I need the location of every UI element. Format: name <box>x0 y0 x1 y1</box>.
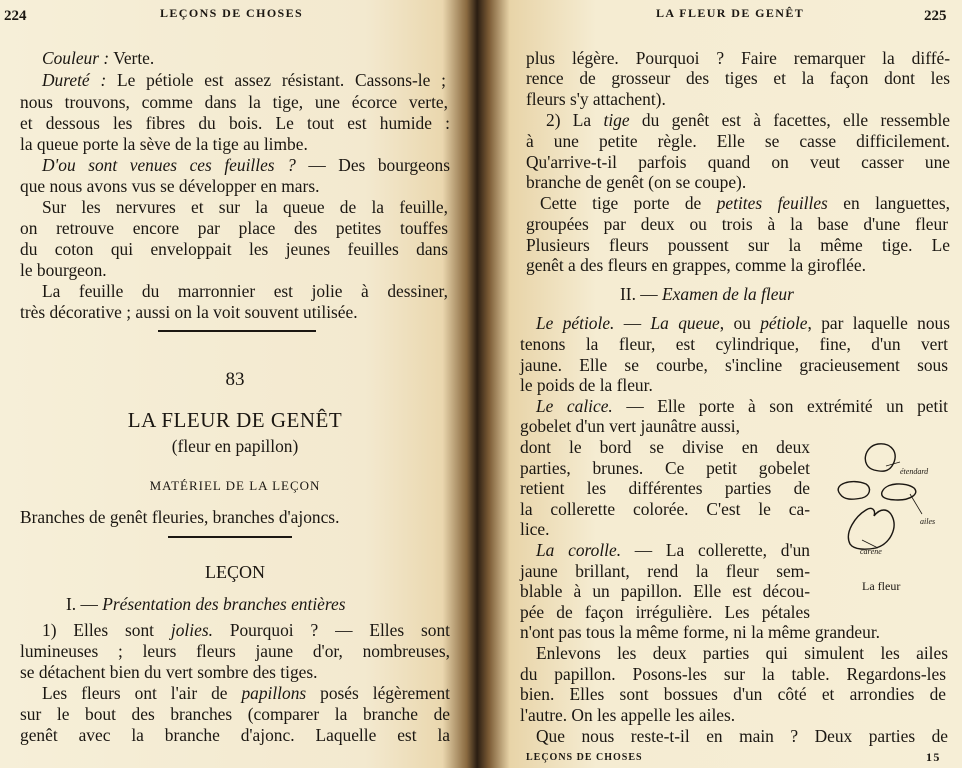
paragraph-line: Qu'arrive-t-il parfois quand on veut casser une <box>526 152 950 172</box>
inline-text: Cette tige porte de <box>540 193 717 213</box>
page-number-right: 225 <box>924 8 947 24</box>
paragraph-line: plus légère. Pourquoi ? Faire remarquer la diffé- <box>526 48 950 68</box>
figure-caption: La fleur <box>862 579 901 593</box>
paragraph-line <box>42 155 450 175</box>
etendard-petal <box>865 444 895 471</box>
paragraph-line: blable à un papillon. Elle est décou- <box>520 581 810 601</box>
inline-italic: pétiole <box>760 313 808 333</box>
paragraph-line: du coton qui enveloppait les jeunes feuilles dans <box>20 239 448 259</box>
section-title: Examen de la fleur <box>662 284 794 304</box>
section-heading <box>66 594 346 614</box>
inline-text: Les fleurs ont l'air de <box>42 683 242 703</box>
paragraph-line: on retrouve encore par place des petites touffes <box>20 218 448 238</box>
lesson-title: LA FLEUR DE GENÊT <box>127 408 343 432</box>
inline-italic: Le calice. <box>536 396 613 416</box>
running-head-right: LA FLEUR DE GENÊT <box>656 6 805 20</box>
inline-italic: papillons <box>241 683 307 703</box>
paragraph-line <box>42 70 446 90</box>
paragraph-line: jaune. Elle se courbe, s'incline gracieusement sous <box>520 355 948 375</box>
paragraph-line: gobelet d'un vert jaunâtre aussi, <box>520 416 740 436</box>
left-wing-petal <box>838 482 869 500</box>
paragraph-line: se détachent bien du vert sombre des tiges. <box>20 662 318 682</box>
lecon-heading: LEÇON <box>205 562 265 582</box>
paragraph-line <box>42 48 154 68</box>
paragraph-line: branche de genêt (on se coupe). <box>526 172 747 192</box>
paragraph-line: la collerette colorée. C'est le ca- <box>520 499 810 519</box>
paragraph-line: Plusieurs fleurs poussent sur la même tige. Le <box>526 235 950 255</box>
inline-italic: La corolle. <box>536 540 622 560</box>
paragraph-line: tenons la fleur, est cylindrique, fine, d'un vert <box>520 334 948 354</box>
paragraph-line: n'ont pas tous la même forme, ni la même grandeur. <box>520 622 881 642</box>
inline-text: du genêt est à facettes, elle ressemble <box>629 110 950 130</box>
right-wing-petal <box>882 484 916 500</box>
paragraph-line: dont le bord se divise en deux <box>520 437 810 457</box>
paragraph-line: rence de grosseur des tiges et la façon dont les <box>526 68 950 88</box>
inline-label: D'ou sont venues ces feuilles ? <box>42 155 296 175</box>
footer-number: 15 <box>926 750 941 764</box>
paragraph-line: groupées par deux ou trois à la base d'une fleur <box>526 214 948 234</box>
paragraph-line: sur le bout des branches (comparer la branche de <box>20 704 450 724</box>
divider <box>168 536 292 538</box>
inline-text: posés légèrement <box>306 683 450 703</box>
footer-signature: LEÇONS DE CHOSES <box>526 752 643 763</box>
inline-text: — <box>614 313 651 333</box>
paragraph-line: parties, brunes. Ce petit gobelet <box>520 458 810 478</box>
lesson-number: 83 <box>225 369 245 390</box>
inline-italic: La queue <box>650 313 720 333</box>
paragraph-line: du papillon. Posons-les sur la table. Regardons-les <box>520 664 946 684</box>
inline-text: 1) Elles sont <box>42 620 171 640</box>
paragraph-line: et dessous les fibres du bois. Le tout est humide : <box>20 113 450 133</box>
paragraph-line: Sur les nervures et sur la queue de la feuille, <box>42 197 448 217</box>
paragraph-line: le poids de la fleur. <box>520 375 653 395</box>
inline-text: — Des bourgeons <box>295 155 451 175</box>
inline-label: Dureté : <box>42 70 107 90</box>
inline-text: Pourquoi ? — Elles sont <box>212 620 450 640</box>
section-title: Présentation des branches entières <box>102 594 346 614</box>
inline-text: — Elle porte à son extrémité un petit <box>612 396 948 416</box>
paragraph-line: jaune brillant, rend la fleur sem- <box>520 561 810 581</box>
inline-italic: jolies. <box>170 620 213 640</box>
paragraph-line: lumineuses ; leurs fleurs jaune d'or, nombreuses, <box>20 641 450 661</box>
materiel-heading: MATÉRIEL DE LA LEÇON <box>149 478 321 493</box>
paragraph-line: nous trouvons, comme dans la tige, une écorce verte, <box>20 92 448 112</box>
inline-text: , par laquelle nous <box>807 313 950 333</box>
figure-label-carene: carène <box>860 547 882 556</box>
inline-text: Le pétiole est assez résistant. Cassons-le ; <box>106 70 446 90</box>
paragraph-line <box>540 193 950 213</box>
materiel-text: Branches de genêt fleuries, branches d'ajoncs. <box>20 507 340 527</box>
paragraph-line: retient les différentes parties de <box>520 478 810 498</box>
section-prefix: I. — <box>66 594 103 614</box>
figure-label-etendard: étendard <box>900 467 929 476</box>
paragraph-line: Enlevons les deux parties qui simulent les ailes <box>536 643 948 663</box>
inline-text: en languettes, <box>827 193 950 213</box>
paragraph-line <box>42 620 450 640</box>
inline-label: Couleur : <box>42 48 110 68</box>
section-heading <box>620 284 794 304</box>
paragraph-line: genêt avec la branche d'ajonc. Laquelle est la <box>20 725 450 745</box>
paragraph-line: très décorative ; aussi on la voit souvent utilisée. <box>20 302 358 322</box>
paragraph-line <box>536 396 948 416</box>
paragraph-line: Que nous reste-t-il en main ? Deux parties de <box>536 726 948 746</box>
paragraph-line: bien. Elles sont bossues d'un côté et arrondies de <box>520 684 946 704</box>
inline-text: Verte. <box>109 48 155 68</box>
inline-italic: Le pétiole. <box>536 313 615 333</box>
paragraph-line: lice. <box>520 519 550 539</box>
paragraph-line: l'autre. On les appelle les ailes. <box>520 705 736 725</box>
paragraph-line: genêt a des fleurs en grappes, comme la giroflée. <box>526 255 866 275</box>
inline-text: 2) La <box>546 110 604 130</box>
paragraph-line: La feuille du marronnier est jolie à dessiner, <box>42 281 448 301</box>
paragraph-line: le bourgeon. <box>20 260 107 280</box>
pointer-line <box>910 494 922 514</box>
left-page <box>0 0 470 768</box>
paragraph-line <box>536 313 950 333</box>
inline-text: , ou <box>719 313 761 333</box>
section-prefix: II. — <box>620 284 663 304</box>
carene-petal <box>848 508 894 549</box>
flower-diagram <box>830 436 950 576</box>
page-number-left: 224 <box>4 8 27 24</box>
paragraph-line <box>42 683 450 703</box>
running-head-left: LEÇONS DE CHOSES <box>160 6 304 20</box>
lesson-subtitle: (fleur en papillon) <box>171 436 299 456</box>
inline-italic: petites feuilles <box>716 193 828 213</box>
paragraph-line: fleurs s'y attachent). <box>526 89 666 109</box>
inline-italic: tige <box>603 110 630 130</box>
right-page <box>500 0 962 768</box>
paragraph-line <box>536 540 810 560</box>
paragraph-line <box>546 110 950 130</box>
paragraph-line: pée de façon irrégulière. Les pétales <box>520 602 810 622</box>
paragraph-line: la queue porte la sève de la tige au limbe. <box>20 134 308 154</box>
divider <box>158 330 316 332</box>
paragraph-line: à une petite règle. Elle se casse difficilement. <box>526 131 950 151</box>
inline-text: — La collerette, d'un <box>621 540 810 560</box>
figure-label-ailes: ailes <box>920 517 936 526</box>
paragraph-line: que nous avons vus se développer en mars. <box>20 176 320 196</box>
